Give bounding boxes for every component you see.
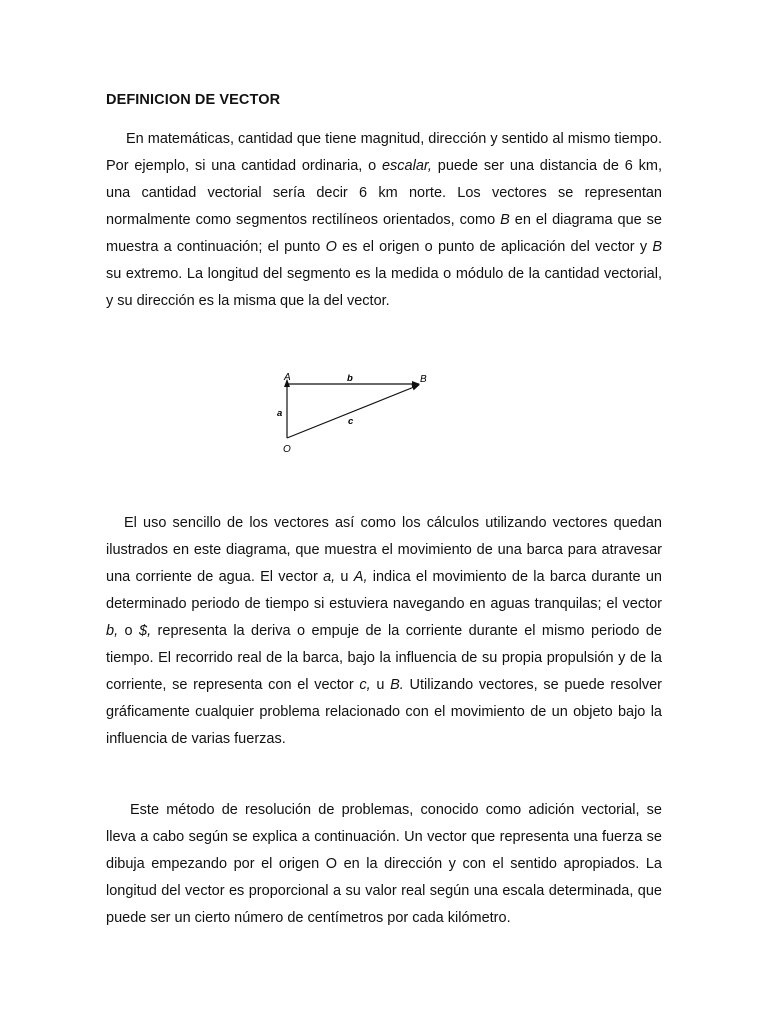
label-c: c — [348, 416, 354, 427]
p2-emph-dollar: $, — [139, 623, 152, 639]
vector-c-line — [287, 385, 419, 438]
p2-text-6: u — [370, 677, 391, 693]
p1-emph-B2: B — [652, 239, 662, 255]
p1-text-4: es el origen o punto de aplicación del vector y — [336, 239, 653, 255]
label-O: O — [283, 444, 291, 455]
p2-emph-A: A, — [353, 569, 368, 585]
p2-text-2: u — [335, 569, 354, 585]
p2-emph-b: b, — [106, 623, 119, 639]
p1-emph-escalar: escalar, — [381, 158, 432, 174]
p2-emph-c: c, — [359, 677, 371, 693]
p1-emph-B: B — [500, 212, 510, 228]
p2-text-4: o — [118, 623, 140, 639]
paragraph-uso-vectores — [106, 510, 662, 753]
document-title: DEFINICION DE VECTOR — [106, 92, 281, 108]
label-A: A — [284, 372, 291, 383]
p1-emph-O: O — [325, 239, 337, 255]
p2-emph-a: a, — [323, 569, 336, 585]
p1-text-5: su extremo. La longitud del segmento es la medida o módulo de la cantidad vectorial, y su dirección es la misma que la del vector. — [106, 266, 662, 309]
label-b: b — [347, 373, 353, 384]
p1-text-1: En matemáticas, cantidad que tiene magnitud, dirección y sentido al mismo tiempo. Por ejemplo, si una cantidad ordinaria, o — [106, 131, 662, 174]
paragraph-definition — [106, 126, 662, 315]
p2-text-1: El uso sencillo de los vectores así como los cálculos utilizando vectores quedan ilustrados en este diagrama, que muestra el movimiento de una barca para atravesar una corriente de agua. El vector — [106, 515, 662, 585]
vector-triangle-diagram — [276, 366, 446, 458]
p1-text-3: en el diagrama que se muestra a continuación; el punto — [106, 212, 662, 255]
p1-text-2: puede ser una distancia de 6 km, una cantidad vectorial sería decir 6 km norte. Los vectores se representan normalmente como segmentos rectilíneos orientados, como — [106, 158, 662, 228]
label-a: a — [277, 408, 283, 419]
p2-text-5: representa la deriva o empuje de la corriente durante el mismo periodo de tiempo. El recorrido real de la barca, bajo la influencia de su propia propulsión y de la corriente, se representa con el vector — [106, 623, 662, 693]
p2-text-3: indica el movimiento de la barca durante un determinado periodo de tiempo si estuviera navegando en aguas tranquilas; el vector — [106, 569, 662, 612]
paragraph-adicion-vectorial: Este método de resolución de problemas, conocido como adición vectorial, se lleva a cabo según se explica a continuación. Un vector que representa una fuerza se dibuja empezando por el origen O en la dirección y con el sentido apropiados. La longitud del vector es proporcional a su valor real según una escala determinada, que puede ser un cierto número de centímetros por cada kilómetro. — [106, 802, 662, 926]
p2-emph-B: B. — [390, 677, 404, 693]
p2-text-7: Utilizando vectores, se puede resolver gráficamente cualquier problema relacionado con el movimiento de un objeto bajo la influencia de varias fuerzas. — [106, 677, 662, 747]
label-B: B — [420, 374, 427, 385]
